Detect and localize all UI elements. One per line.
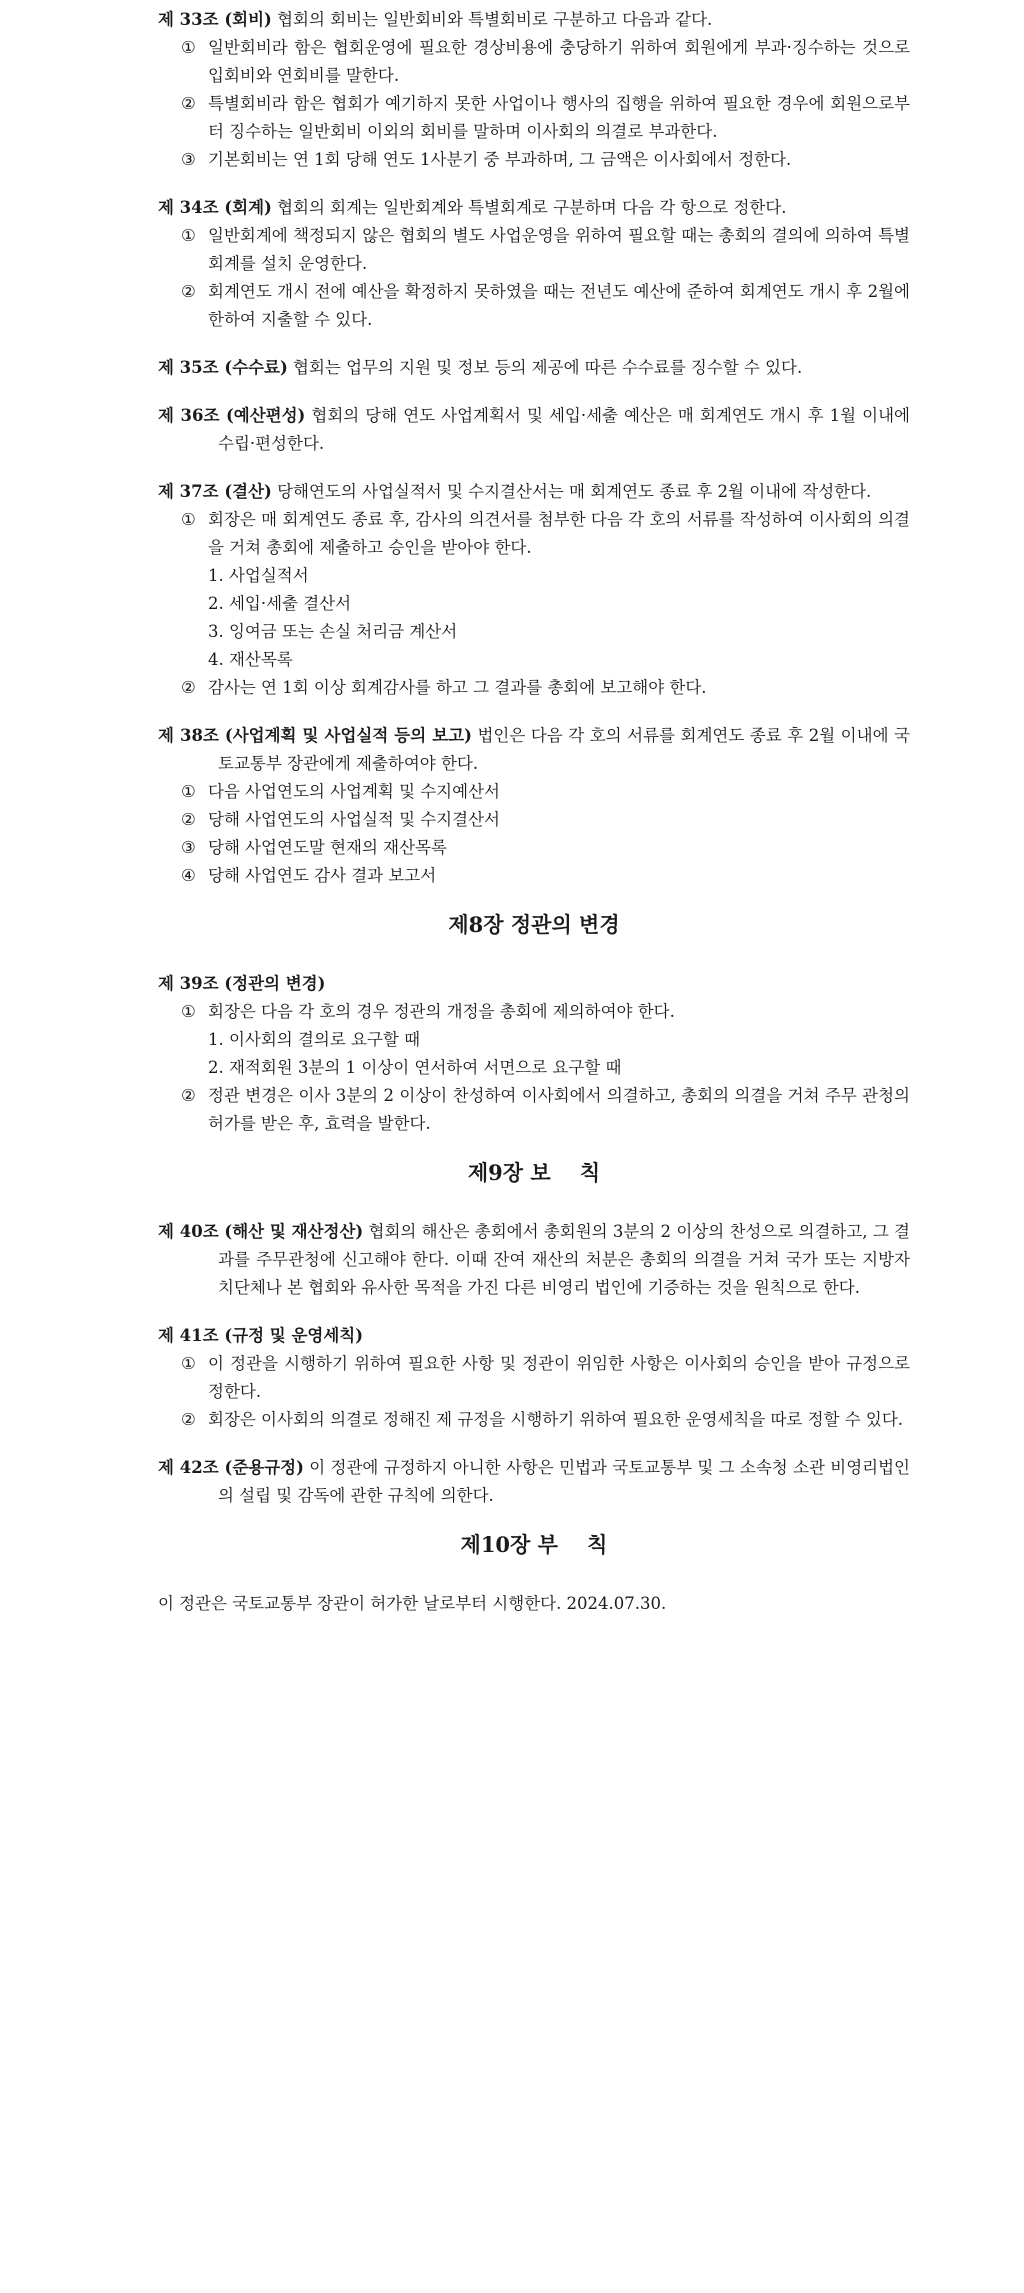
article-41-item-2	[158, 1406, 910, 1434]
item-marker: ①	[181, 226, 196, 245]
item-marker: ②	[181, 810, 196, 829]
item-text: 이 정관을 시행하기 위하여 필요한 사항 및 정관이 위임한 사항은 이사회의 승인을 받아 규정으로 정한다.	[208, 1354, 910, 1401]
article-37-title: 제 37조 (결산)	[158, 482, 272, 501]
article-37-sub-2: 2. 세입·세출 결산서	[208, 594, 352, 613]
article-34-text: 협회의 회계는 일반회계와 특별회계로 구분하며 다음 각 항으로 정한다.	[271, 198, 787, 217]
article-42-text: 이 정관에 규정하지 아니한 사항은 민법과 국토교통부 및 그 소속청 소관 비영리법인의 설립 및 감독에 관한 규칙에 의한다.	[218, 1458, 910, 1505]
article-39	[158, 970, 910, 1138]
article-37-item-1	[158, 506, 910, 562]
article-35-text: 협회는 업무의 지원 및 정보 등의 제공에 따른 수수료를 징수할 수 있다.	[287, 358, 803, 377]
item-text: 당해 사업연도의 사업실적 및 수지결산서	[208, 810, 500, 829]
article-38-title: 제 38조 (사업계획 및 사업실적 등의 보고)	[158, 726, 472, 745]
article-39-sub-1: 1. 이사회의 결의로 요구할 때	[208, 1030, 421, 1049]
article-37-sub-1: 1. 사업실적서	[208, 566, 309, 585]
item-text: 정관 변경은 이사 3분의 2 이상이 찬성하여 이사회에서 의결하고, 총회의 의결을 거쳐 주무 관청의 허가를 받은 후, 효력을 발한다.	[208, 1086, 910, 1133]
article-34-heading	[158, 194, 910, 222]
chapter-9-heading: 제9장 보 칙	[467, 1160, 601, 1185]
article-33-text: 협회의 회비는 일반회비와 특별회비로 구분하고 다음과 같다.	[271, 10, 713, 29]
closing-statement: 이 정관은 국토교통부 장관이 허가한 날로부터 시행한다. 2024.07.30.	[158, 1594, 667, 1613]
article-34	[158, 194, 910, 334]
article-33-title: 제 33조 (회비)	[158, 10, 272, 29]
item-marker: ①	[181, 782, 196, 801]
article-34-item-2	[158, 278, 910, 334]
article-41-title: 제 41조 (규정 및 운영세칙)	[158, 1326, 364, 1345]
article-36-text: 협회의 당해 연도 사업계획서 및 세입·세출 예산은 매 회계연도 개시 후 1월 이내에 수립·편성한다.	[218, 406, 910, 453]
item-marker: ②	[181, 282, 196, 301]
item-marker: ①	[181, 510, 196, 529]
item-marker: ③	[181, 150, 196, 169]
article-37-sub-4: 4. 재산목록	[208, 650, 293, 669]
item-text: 일반회비라 함은 협회운영에 필요한 경상비용에 충당하기 위하여 회원에게 부과·징수하는 것으로 입회비와 연회비를 말한다.	[208, 38, 910, 85]
article-33-item-2	[158, 90, 910, 146]
article-35	[158, 354, 910, 382]
article-34-item-1	[158, 222, 910, 278]
item-marker: ②	[181, 678, 196, 697]
article-38-item-3	[158, 834, 910, 862]
item-marker: ③	[181, 838, 196, 857]
item-text: 특별회비라 함은 협회가 예기하지 못한 사업이나 행사의 집행을 위하여 필요한 경우에 회원으로부터 징수하는 일반회비 이외의 회비를 말하며 이사회의 의결로 부과한다.	[208, 94, 910, 141]
article-39-sub-2: 2. 재적회원 3분의 1 이상이 연서하여 서면으로 요구할 때	[208, 1058, 622, 1077]
item-text: 기본회비는 연 1회 당해 연도 1사분기 중 부과하며, 그 금액은 이사회에서 정한다.	[208, 150, 792, 169]
document-page	[158, 6, 910, 1618]
article-39-item-1	[158, 998, 910, 1026]
item-marker: ①	[181, 1354, 196, 1373]
article-41-heading	[158, 1322, 910, 1350]
item-marker: ②	[181, 1086, 196, 1105]
article-42-heading	[158, 1454, 910, 1510]
article-40-title: 제 40조 (해산 및 재산정산)	[158, 1222, 364, 1241]
article-34-title: 제 34조 (회계)	[158, 198, 272, 217]
article-39-item-2	[158, 1082, 910, 1138]
article-37-text: 당해연도의 사업실적서 및 수지결산서는 매 회계연도 종료 후 2월 이내에 작성한다.	[271, 482, 872, 501]
article-39-title: 제 39조 (정관의 변경)	[158, 974, 326, 993]
article-35-title: 제 35조 (수수료)	[158, 358, 288, 377]
article-38-item-1	[158, 778, 910, 806]
article-33	[158, 6, 910, 174]
item-text: 당해 사업연도 감사 결과 보고서	[208, 866, 437, 885]
article-40-text: 협회의 해산은 총회에서 총회원의 3분의 2 이상의 찬성으로 의결하고, 그 결과를 주무관청에 신고해야 한다. 이때 잔여 재산의 처분은 총회의 의결을 거쳐 국가 또는 지방자치단체나 본 협회와 유사한 목적을 가진 다른 비영리 법인에 기증하는 것을 원칙으로 한다.	[218, 1222, 910, 1297]
chapter-8-heading: 제8장 정관의 변경	[448, 912, 620, 937]
article-38-heading	[158, 722, 910, 778]
article-36	[158, 402, 910, 458]
article-37-sub-3: 3. 잉여금 또는 손실 처리금 계산서	[208, 622, 458, 641]
item-text: 회장은 다음 각 호의 경우 정관의 개정을 총회에 제의하여야 한다.	[208, 1002, 675, 1021]
article-41-item-1	[158, 1350, 910, 1406]
article-40	[158, 1218, 910, 1302]
article-38	[158, 722, 910, 890]
item-text: 다음 사업연도의 사업계획 및 수지예산서	[208, 782, 500, 801]
chapter-10-heading: 제10장 부 칙	[460, 1532, 608, 1557]
article-38-text: 법인은 다음 각 호의 서류를 회계연도 종료 후 2월 이내에 국토교통부 장관에게 제출하여야 한다.	[218, 726, 910, 773]
item-text: 감사는 연 1회 이상 회계감사를 하고 그 결과를 총회에 보고해야 한다.	[208, 678, 707, 697]
article-33-heading	[158, 6, 910, 34]
article-37	[158, 478, 910, 702]
item-text: 당해 사업연도말 현재의 재산목록	[208, 838, 447, 857]
article-37-item-2	[158, 674, 910, 702]
article-36-heading	[158, 402, 910, 458]
item-text: 일반회계에 책정되지 않은 협회의 별도 사업운영을 위하여 필요할 때는 총회의 결의에 의하여 특별회계를 설치 운영한다.	[208, 226, 910, 273]
article-38-item-2	[158, 806, 910, 834]
article-39-heading	[158, 970, 910, 998]
article-35-heading	[158, 354, 910, 382]
item-text: 회장은 매 회계연도 종료 후, 감사의 의견서를 첨부한 다음 각 호의 서류를 작성하여 이사회의 의결을 거쳐 총회에 제출하고 승인을 받아야 한다.	[208, 510, 910, 557]
article-38-item-4	[158, 862, 910, 890]
article-40-heading	[158, 1218, 910, 1302]
item-marker: ②	[181, 1410, 196, 1429]
item-marker: ①	[181, 38, 196, 57]
article-42	[158, 1454, 910, 1510]
article-41	[158, 1322, 910, 1434]
article-33-item-1	[158, 34, 910, 90]
item-text: 회장은 이사회의 의결로 정해진 제 규정을 시행하기 위하여 필요한 운영세칙을 따로 정할 수 있다.	[208, 1410, 904, 1429]
item-marker: ④	[181, 866, 196, 885]
article-42-title: 제 42조 (준용규정)	[158, 1458, 304, 1477]
item-marker: ②	[181, 94, 196, 113]
article-36-title: 제 36조 (예산편성)	[158, 406, 306, 425]
article-37-heading	[158, 478, 910, 506]
item-marker: ①	[181, 1002, 196, 1021]
item-text: 회계연도 개시 전에 예산을 확정하지 못하였을 때는 전년도 예산에 준하여 회계연도 개시 후 2월에 한하여 지출할 수 있다.	[208, 282, 910, 329]
article-33-item-3	[158, 146, 910, 174]
